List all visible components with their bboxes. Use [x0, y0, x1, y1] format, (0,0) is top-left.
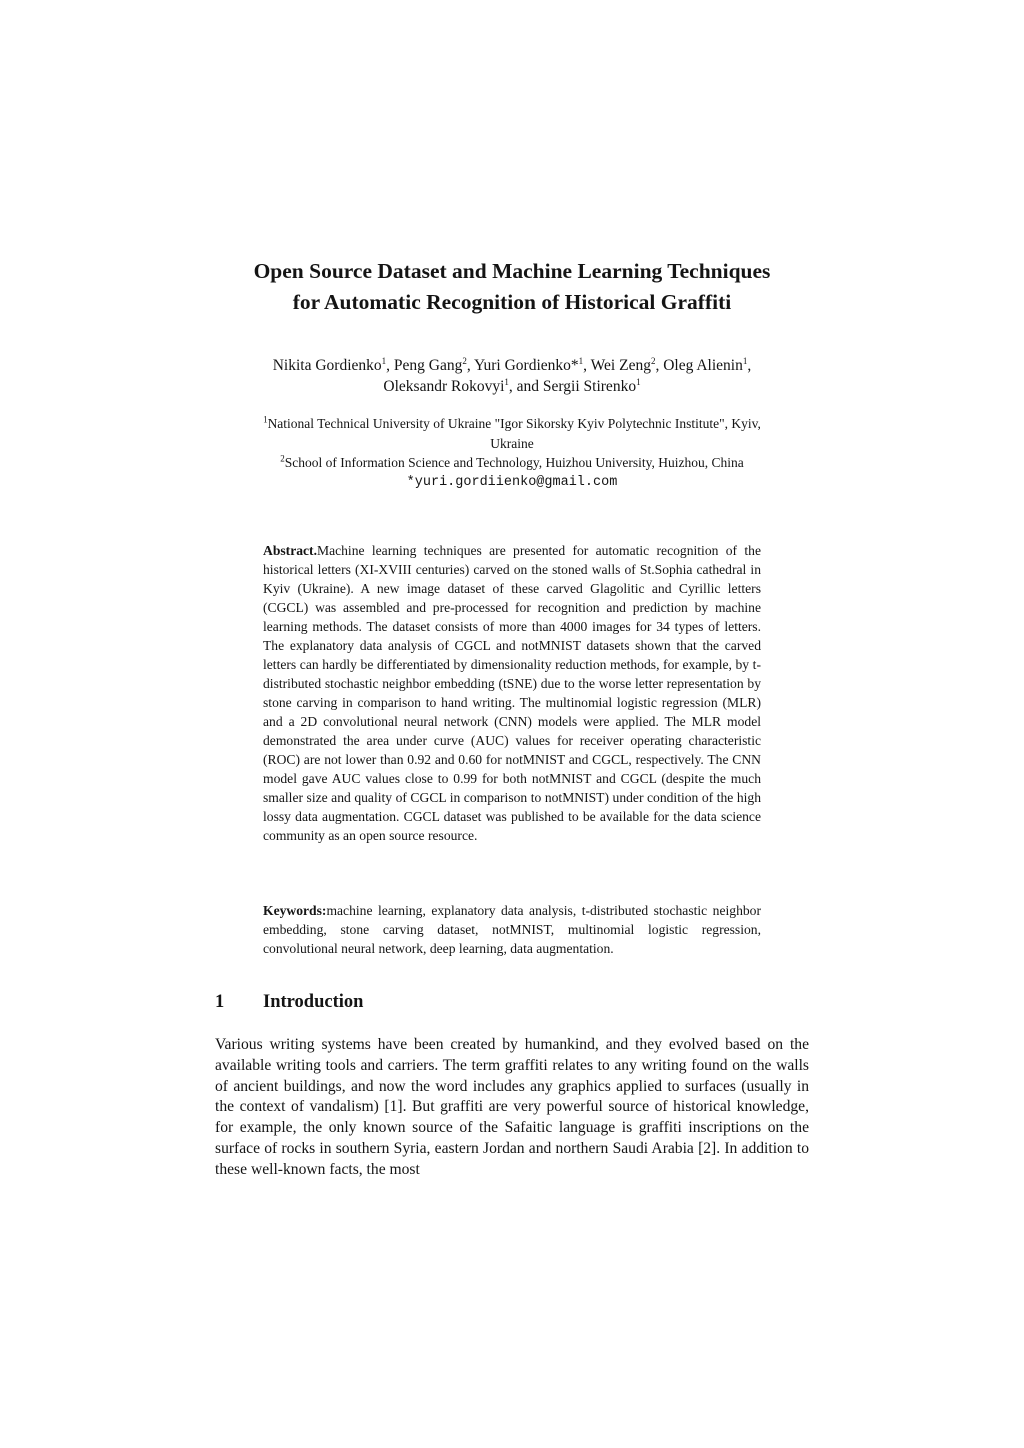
author-line-2: Oleksandr Rokovyi$^1$, and Sergii Stirenko$^1$	[383, 376, 641, 395]
section-heading	[215, 990, 363, 1014]
affiliation-mark: 2	[280, 453, 285, 464]
author-affil-mark: 1	[504, 376, 509, 387]
section-title: Introduction	[263, 992, 364, 1012]
author-affil-mark: 2	[650, 355, 656, 366]
affiliation-1	[150, 414, 874, 434]
title-line-1: Open Source Dataset and Machine Learning Techniques	[253, 259, 771, 283]
paper-title	[180, 256, 844, 318]
affiliation-text: National Technical University of Ukraine "Igor Sikorsky Kyiv Polytechnic Institute", Kyiv,	[267, 416, 761, 431]
author-affil-mark: 1	[742, 355, 748, 366]
section-number: 1	[215, 992, 225, 1012]
abstract-label: Abstract.	[263, 543, 317, 558]
author-list	[150, 355, 874, 397]
contact-email: *yuri.gordiienko@gmail.com	[406, 474, 618, 490]
author-name: Oleg Alienin	[663, 357, 743, 374]
author-affil-mark: 1	[381, 355, 387, 366]
author-name: Sergii Stirenko	[542, 378, 637, 395]
author-affil-mark: 1	[636, 376, 641, 387]
keywords-label: Keywords:	[263, 903, 327, 918]
author-line-1: Nikita Gordienko$^1$, Peng Gang$^2$, Yuri Gordienko*$^1$, Wei Zeng$^2$, Oleg Alienin$^1$,	[272, 355, 752, 374]
affiliation-mark: 1	[263, 414, 268, 425]
abstract	[263, 541, 761, 845]
author-name: Yuri Gordienko*	[474, 357, 579, 374]
keywords	[263, 901, 761, 958]
author-name: Wei Zeng	[590, 357, 651, 374]
title-line-2: for Automatic Recognition of Historical Graffiti	[292, 290, 732, 314]
affiliation-text: School of Information Science and Technology, Huizhou University, Huizhou, China	[284, 455, 744, 470]
intro-paragraph	[215, 1035, 809, 1181]
author-name: Oleksandr Rokovyi	[383, 378, 505, 395]
intro-text: Various writing systems have been created by humankind, and they evolved based on the available writing tools and carriers. The term graffiti relates to any writing found on the walls of ancient buildings, and now the word includes any graphics applied to surfaces (usually in the context of vandalism) [1]. But graffiti are very powerful source of historical knowledge, for example, the only known source of the Safaitic language is graffiti inscriptions on the surface of rocks in southern Syria, eastern Jordan and northern Saudi Arabia [2]. In addition to these well-known facts, the most	[215, 1036, 809, 1178]
keywords-text: machine learning, explanatory data analysis, t-distributed stochastic neighbor embedding, stone carving dataset, notMNIST, multinomial logistic regression, convolutional neural network, deep learning, data augmentation.	[263, 903, 761, 956]
author-name: Nikita Gordienko	[272, 357, 382, 374]
author-affil-mark: 2	[462, 355, 467, 366]
affiliation-1-cont: Ukraine	[490, 435, 534, 451]
abstract-text: Machine learning techniques are presented for automatic recognition of the historical letters (XI-XVIII centuries) carved on the stoned walls of St.Sophia cathedral in Kyiv (Ukraine). A new image dataset of these carved Glagolitic and Cyrillic letters (CGCL) was assembled and pre-processed for recognition and prediction by machine learning methods. The dataset consists of more than 4000 images for 34 types of letters. The explanatory data analysis of CGCL and notMNIST datasets shown that the carved letters can hardly be differentiated by dimensionality reduction methods, for example, by t-distributed stochastic neighbor embedding (tSNE) due to the worse letter representation by stone carving in comparison to hand writing. The multinomial logistic regression (MLR) and a 2D convolutional neural network (CNN) models were applied. The MLR model demonstrated the area under curve (AUC) values for receiver operating characteristic (ROC) are not lower than 0.92 and 0.60 for notMNIST and CGCL, respectively. The CNN model gave AUC values close to 0.99 for both notMNIST and CGCL (despite the much smaller size and quality of CGCL in comparison to notMNIST) under condition of the high lossy data augmentation. CGCL dataset was published to be available for the data science community as an open source resource.	[263, 543, 761, 843]
affiliations	[150, 414, 874, 492]
author-affil-mark: 1	[578, 355, 584, 366]
author-name: Peng Gang	[393, 357, 463, 374]
affiliation-2	[150, 453, 874, 473]
